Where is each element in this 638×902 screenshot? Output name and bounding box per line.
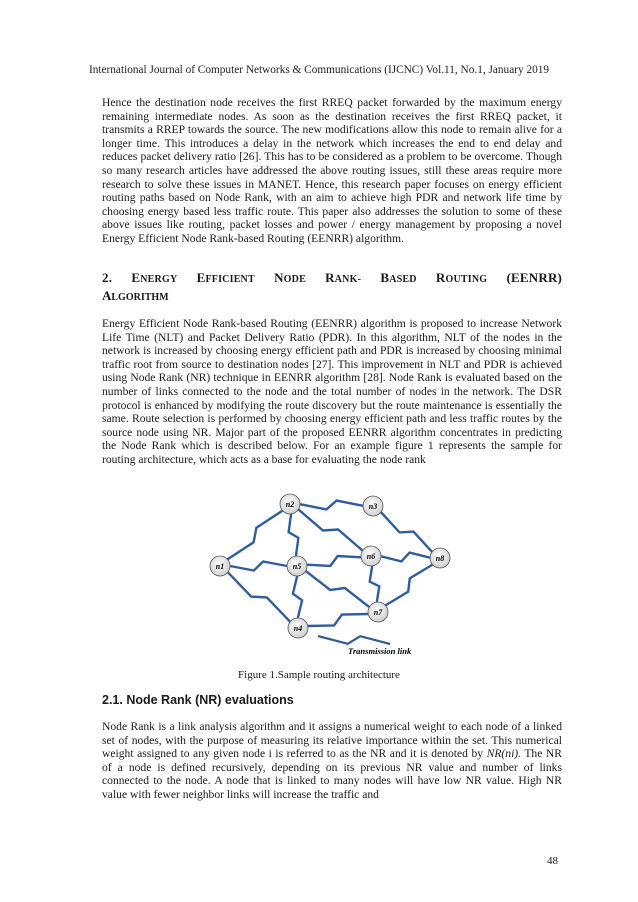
node-label: n7 — [373, 607, 383, 617]
node-label: n8 — [435, 553, 445, 563]
link-n2-n6 — [298, 509, 362, 550]
link-n4-n7 — [308, 614, 368, 626]
link-n5-n6 — [307, 556, 361, 566]
section-title-word: EFFICIENT — [196, 270, 255, 285]
section-number: 2. — [102, 270, 113, 285]
page-number: 48 — [547, 855, 558, 867]
link-n2-n5 — [289, 514, 299, 556]
node-n5 — [287, 556, 307, 576]
paragraph-intro: Hence the destination node receives the first RREQ packet forwarded by the maximum energy remaining intermediate nodes. As soon as the destination receives the first RREQ packet, it transmits a RREP towards the source. The new modifications allow this node to remain alive for a longer time. This introduces a delay in the network which increases the end to end delay and reduces packet delivery ratio [26]. This has to be considered as a problem to be overcome. Though so many research articles have addressed the above routing issues, still these areas require more research to solve these issues in MANET. Hence, this research paper focuses on energy efficient routing paths based on Node Rank, with an aim to achieve high PDR and network life time by choosing energy based less traffic route. This paper also addresses the solution to some of these above issues like routing, packet losses and power / energy management by proposing a novel Energy Efficient Node Rank-based Routing (EENRR) algorithm. — [102, 96, 562, 245]
figure-caption: Figure 1.Sample routing architecture — [238, 669, 400, 681]
node-label: n6 — [366, 551, 376, 561]
paragraph-node-rank: Node Rank is a link analysis algorithm and it assigns a numerical weight to each node of a linked set of nodes, with the purpose of measuring its relative importance within the set. This numerical weight assigned to any given node i is referred to as the NR and it is denoted by NR(ni). The NR of a node is defined recursively, depending on its previous NR value and number of links connected to the node. A node that is linked to many nodes will have low NR value. High NR value with fewer neighbor links will increase the traffic and — [102, 720, 562, 801]
link-n1-n4 — [228, 572, 290, 622]
link-n6-n8 — [381, 553, 430, 562]
legend-link-symbol — [318, 636, 390, 644]
legend-label: Transmission link — [348, 646, 412, 656]
link-n1-n5 — [230, 562, 287, 571]
node-n1 — [210, 556, 230, 576]
section-heading-line1 — [102, 269, 562, 288]
link-n2-n3 — [300, 501, 363, 510]
link-n5-n7 — [306, 571, 370, 607]
section-title-word: ENERGY — [131, 270, 178, 285]
node-label: n2 — [285, 499, 295, 509]
node-n3 — [363, 496, 383, 516]
node-label: n4 — [293, 623, 303, 633]
link-n5-n4 — [293, 576, 302, 618]
node-n6 — [361, 546, 381, 566]
journal-header: International Journal of Computer Networks & Communications (IJCNC) Vol.11, No.1, January 2019 — [88, 64, 550, 76]
math-nr-ni: NR(ni). — [486, 747, 522, 761]
node-label: n3 — [368, 501, 378, 511]
section-heading-line2: ALGORITHM — [102, 288, 169, 303]
subsection-heading: 2.1. Node Rank (NR) evaluations — [102, 693, 294, 707]
section-title-words — [131, 270, 506, 285]
section-title-word: NODE — [274, 270, 306, 285]
section-title-word: BASED — [380, 270, 417, 285]
link-n1-n2 — [228, 511, 283, 560]
section-title-word: ROUTING — [435, 270, 488, 285]
node-label: n1 — [215, 561, 225, 571]
paragraph-eenrr: Energy Efficient Node Rank-based Routing (EENRR) algorithm is proposed to increase Network Life Time (NLT) and Packet Delivery Ratio (PDR). In this algorithm, NLT of the nodes in the network is increased by choosing energy efficient path and PDR is increased by choosing minimal traffic root from source to destination nodes [27]. This improvement in NLT and PDR is achieved using Node Rank (NR) technique in EENRR algorithm [28]. Node Rank is evaluated based on the number of links connected to the node and the total number of nodes in the network. The DSR protocol is enhanced by modifying the route discovery but the route maintenance is essentially the same. Route selection is performed by choosing energy efficient path and less traffic routes by the source node using NR. Major part of the proposed EENRR algorithm concentrates in predicting the Node Rank which is described below. For an example figure 1 represents the sample for routing architecture, which acts as a base for evaluating the node rank — [102, 317, 562, 466]
link-n7-n8 — [386, 565, 433, 606]
link-n6-n7 — [370, 566, 380, 602]
node-n8 — [430, 548, 450, 568]
routing-architecture-figure — [190, 486, 460, 662]
section-abbrev: (EENRR) — [506, 270, 563, 285]
node-n7 — [368, 602, 388, 622]
legend — [318, 636, 412, 656]
link-n3-n8 — [381, 512, 432, 552]
node-label: n5 — [292, 561, 302, 571]
network-diagram — [190, 486, 460, 662]
node-n2 — [280, 494, 300, 514]
transmission-links — [228, 501, 433, 626]
node-n4 — [288, 618, 308, 638]
section-title-word: RANK- — [325, 270, 362, 285]
